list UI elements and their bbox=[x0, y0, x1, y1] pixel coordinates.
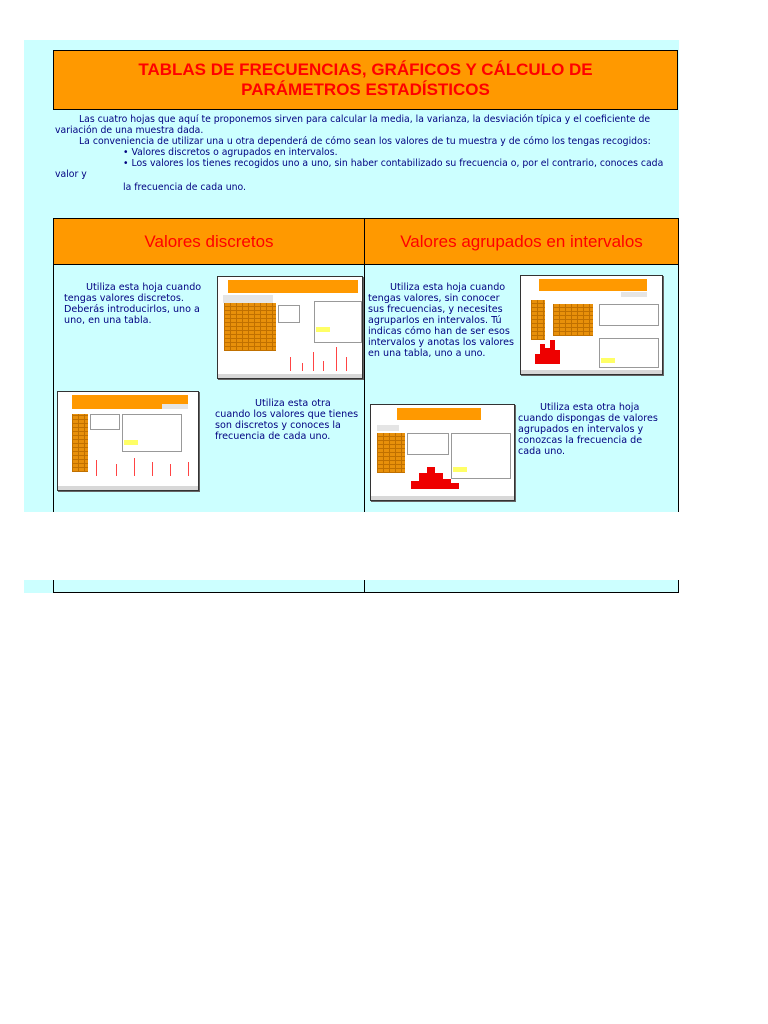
table-border-bottom bbox=[53, 592, 679, 593]
intro-line: variación de una muestra dada. bbox=[55, 125, 204, 136]
page-title-text: TABLAS DE FRECUENCIAS, GRÁFICOS Y CÁLCULO DE PARÁMETROS ESTADÍSTICOS bbox=[138, 60, 593, 99]
intro-line: Las cuatro hojas que aquí te proponemos sirven para calcular la media, la varianza, la desviación típica y el coeficiente de bbox=[79, 114, 651, 125]
column-header-discrete-text: Valores discretos bbox=[144, 231, 274, 251]
discrete-description-1: Utiliza esta hoja cuando tengas valores discretos. Deberás introducirlos, uno a uno, en una tabla. bbox=[64, 282, 202, 326]
column-header-intervals bbox=[364, 218, 679, 265]
column-header-discrete bbox=[53, 218, 365, 265]
intro-bullet: • Los valores los tienes recogidos uno a uno, sin haber contabilizado su frecuencia o, por el contrario, conoces cada bbox=[123, 158, 664, 169]
page-title bbox=[53, 50, 678, 110]
intro-line: valor y bbox=[55, 169, 87, 180]
intervals-description-2: Utiliza esta otra hoja cuando dispongas de valores agrupados en intervalos y conozcas la frecuencia de cada uno. bbox=[518, 402, 658, 457]
page-break-gap bbox=[24, 512, 679, 580]
discrete-sheet-thumbnail-1[interactable] bbox=[217, 276, 363, 379]
column-header-intervals-text: Valores agrupados en intervalos bbox=[400, 231, 643, 251]
intro-text bbox=[55, 114, 675, 193]
intervals-sheet-thumbnail-2[interactable] bbox=[370, 404, 515, 501]
intervals-sheet-thumbnail-1[interactable] bbox=[520, 275, 663, 375]
intro-line: La conveniencia de utilizar una u otra dependerá de cómo sean los valores de tu muestra y de cómo los tengas recogidos: bbox=[79, 136, 651, 147]
intro-bullet: • Valores discretos o agrupados en intervalos. bbox=[123, 147, 338, 158]
discrete-description-2: Utiliza esta otra cuando los valores que tienes son discretos y conoces la frecuencia de cada uno. bbox=[215, 398, 359, 442]
discrete-sheet-thumbnail-2[interactable] bbox=[57, 391, 199, 491]
intervals-description-1: Utiliza esta hoja cuando tengas valores, sin conocer sus frecuencias, y necesites agruparlos en intervalos. Tú indicas cómo han de ser esos intervalos y anotas los valores en una tabla, uno a uno. bbox=[368, 282, 515, 359]
intro-line: la frecuencia de cada uno. bbox=[123, 182, 247, 193]
